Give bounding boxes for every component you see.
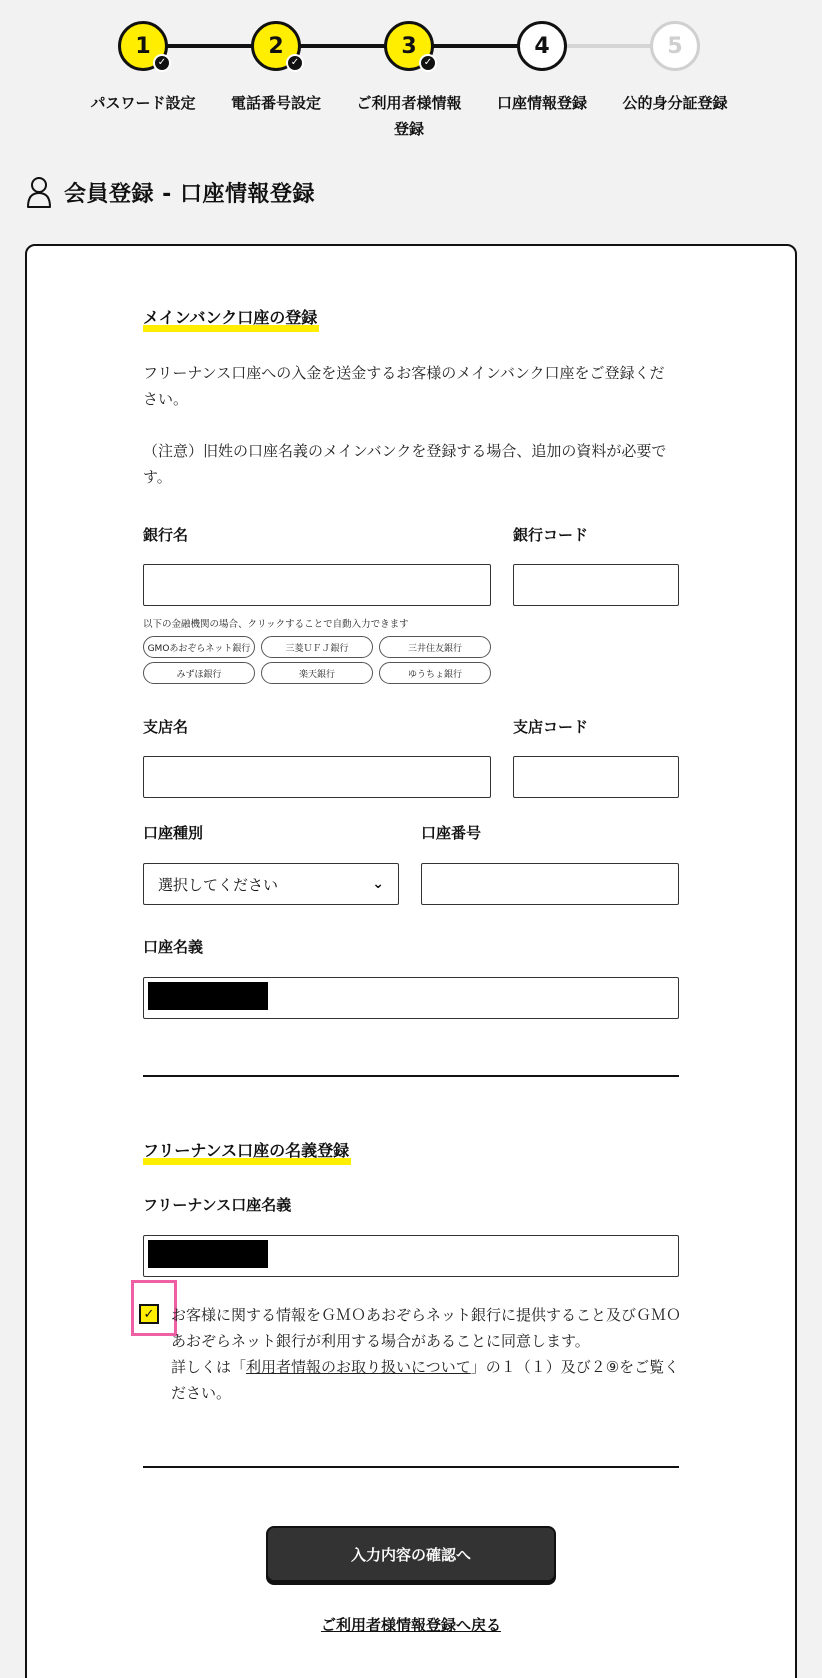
account-type-selected: 選択してください bbox=[158, 875, 279, 894]
registration-card bbox=[25, 244, 797, 1678]
privacy-policy-link[interactable]: 利用者情報のお取り扱いについて bbox=[246, 1358, 471, 1376]
step-4-circle bbox=[517, 21, 567, 71]
step-connector bbox=[559, 44, 659, 48]
step-1-circle bbox=[118, 21, 168, 71]
quick-bank-mizuho-button[interactable]: みずほ銀行 bbox=[143, 662, 255, 684]
section-divider bbox=[143, 1075, 679, 1077]
quick-bank-rakuten-button[interactable]: 楽天銀行 bbox=[261, 662, 373, 684]
quick-bank-hint: 以下の金融機関の場合、クリックすることで自動入力できます bbox=[143, 619, 409, 630]
step-5-label: 公的身分証登録 bbox=[622, 94, 728, 112]
consent-detail-suffix: 」の１（１）及び２⑨をご覧ください。 bbox=[171, 1358, 680, 1402]
step-number: 5 bbox=[667, 33, 683, 59]
step-number: 2 bbox=[268, 33, 284, 59]
quick-bank-gmo-button[interactable]: GMOあおぞらネット銀行 bbox=[143, 636, 255, 658]
redacted-value bbox=[148, 1240, 268, 1268]
account-type-label: 口座種別 bbox=[143, 824, 204, 842]
quick-bank-smbc-button[interactable]: 三井住友銀行 bbox=[379, 636, 491, 658]
bank-code-label: 銀行コード bbox=[513, 526, 589, 544]
check-icon: ✓ bbox=[286, 54, 304, 72]
check-icon: ✓ bbox=[143, 1306, 155, 1322]
consent-checkbox[interactable] bbox=[139, 1304, 159, 1324]
bank-name-input[interactable] bbox=[143, 564, 491, 606]
branch-code-label: 支店コード bbox=[513, 718, 589, 736]
quick-bank-yucho-button[interactable]: ゆうちょ銀行 bbox=[379, 662, 491, 684]
step-4-label: 口座情報登録 bbox=[496, 94, 587, 112]
check-icon: ✓ bbox=[153, 54, 171, 72]
freenance-holder-label: フリーナンス口座名義 bbox=[143, 1196, 292, 1214]
branch-name-input[interactable] bbox=[143, 756, 491, 798]
account-number-input[interactable] bbox=[421, 863, 679, 905]
page-title: 会員登録 - 口座情報登録 bbox=[64, 181, 315, 207]
branch-name-label: 支店名 bbox=[143, 718, 189, 736]
main-bank-description: フリーナンス口座への入金を送金するお客様のメインバンク口座をご登録ください。 bbox=[143, 364, 665, 408]
account-number-label: 口座番号 bbox=[421, 824, 482, 842]
branch-code-input[interactable] bbox=[513, 756, 679, 798]
confirm-button[interactable]: 入力内容の確認へ bbox=[266, 1526, 556, 1582]
bank-code-input[interactable] bbox=[513, 564, 679, 606]
bank-name-label: 銀行名 bbox=[143, 526, 189, 544]
account-type-select[interactable] bbox=[143, 863, 399, 905]
consent-detail-prefix: 詳しくは「 bbox=[171, 1358, 247, 1376]
quick-bank-mufg-button[interactable]: 三菱ＵＦＪ銀行 bbox=[261, 636, 373, 658]
main-bank-note: （注意）旧姓の口座名義のメインバンクを登録する場合、追加の資料が必要です。 bbox=[143, 442, 667, 486]
page-heading bbox=[26, 176, 315, 208]
redacted-value bbox=[148, 982, 268, 1010]
freenance-holder-input[interactable] bbox=[143, 1235, 679, 1277]
freenance-section-title: フリーナンス口座の名義登録 bbox=[143, 1139, 351, 1165]
progress-stepper bbox=[0, 0, 822, 150]
account-holder-input[interactable] bbox=[143, 977, 679, 1019]
step-2-label: 電話番号設定 bbox=[230, 94, 321, 112]
main-bank-section-title: メインバンク口座の登録 bbox=[143, 306, 319, 332]
step-number: 3 bbox=[401, 33, 417, 59]
step-5-circle bbox=[650, 21, 700, 71]
step-connector bbox=[160, 44, 260, 48]
step-connector bbox=[293, 44, 393, 48]
step-3-circle bbox=[384, 21, 434, 71]
consent-statement: お客様に関する情報をＧＭＯあおぞらネット銀行に提供すること及びＧＭＯあおぞらネット銀行が利用する場合があることに同意します。 bbox=[171, 1306, 682, 1350]
chevron-down-icon: ⌄ bbox=[372, 876, 384, 892]
step-3-label: ご利用者様情報 登録 bbox=[356, 94, 462, 138]
step-1-label: パスワード設定 bbox=[90, 94, 196, 112]
account-holder-label: 口座名義 bbox=[143, 938, 204, 956]
back-link[interactable]: ご利用者様情報登録へ戻る bbox=[320, 1616, 501, 1634]
user-icon bbox=[26, 176, 52, 208]
step-connector bbox=[426, 44, 526, 48]
check-icon: ✓ bbox=[419, 54, 437, 72]
step-2-circle bbox=[251, 21, 301, 71]
step-number: 4 bbox=[534, 33, 550, 59]
section-divider bbox=[143, 1466, 679, 1468]
step-number: 1 bbox=[135, 33, 151, 59]
consent-text bbox=[171, 1302, 681, 1406]
